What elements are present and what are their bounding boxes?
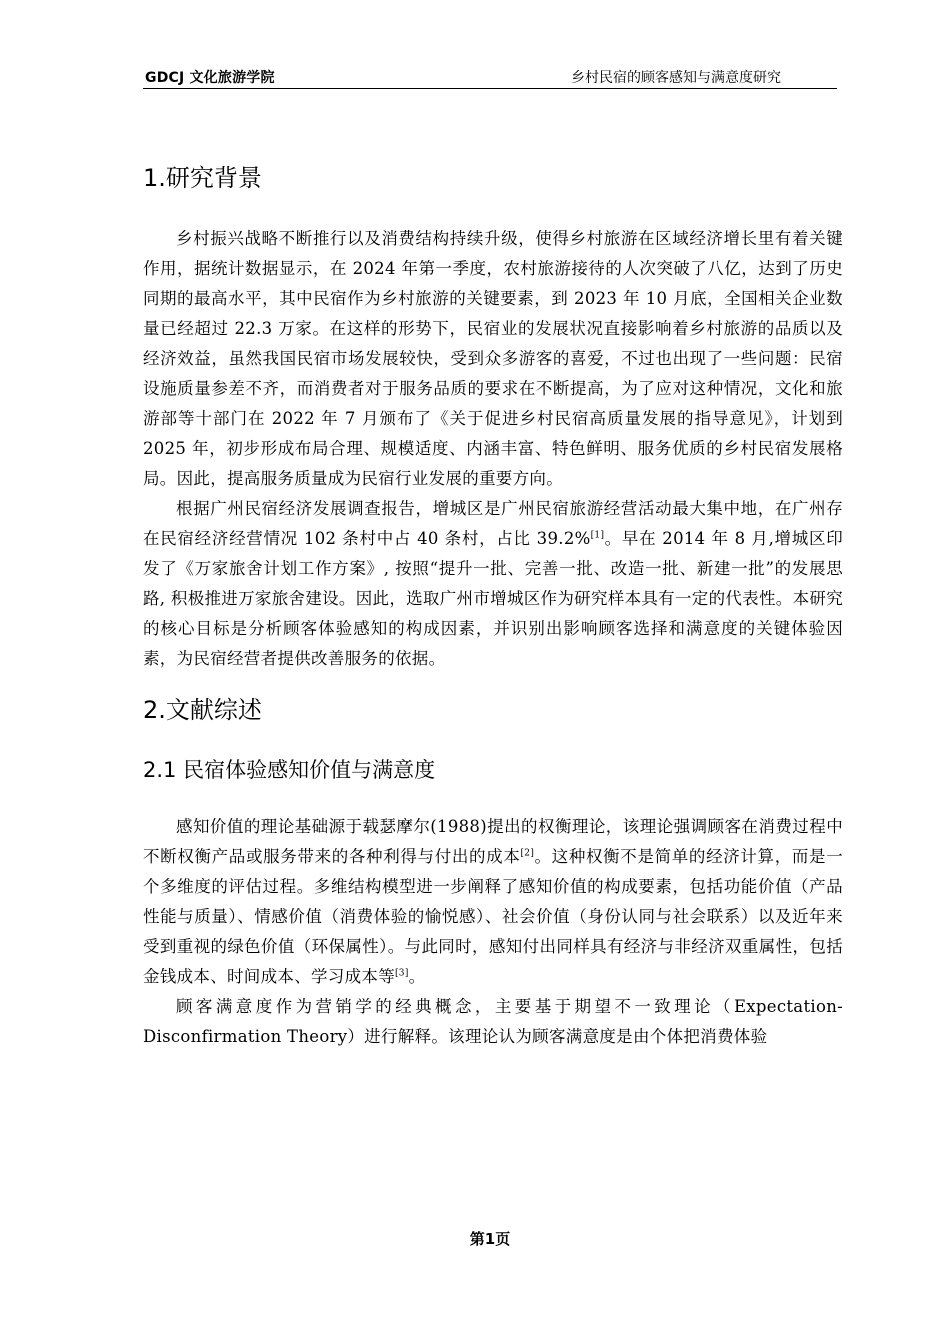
- document-body: [143, 150, 843, 1052]
- paragraph-background-1: 乡村振兴战略不断推行以及消费结构持续升级，使得乡村旅游在区域经济增长里有着关键作用，据统计数据显示，在 2024 年第一季度，农村旅游接待的人次突破了八亿，达到了历史同期的最高水平，其中民宿作为乡村旅游的关键要素，到 2023 年 10 月底，全国相关企业数量已经超过 22.3 万家。在这样的形势下，民宿业的发展状况直接影响着乡村旅游的品质以及经济效益，虽然我国民宿市场发展较快，受到众多游客的喜爱，不过也出现了一些问题：民宿设施质量参差不齐，而消费者对于服务品质的要求在不断提高，为了应对这种情况，文化和旅游部等十部门在 2022 年 7 月颁布了《关于促进乡村民宿高质量发展的指导意见》，计划到 2025 年，初步形成布局合理、规模适度、内涵丰富、特色鲜明、服务优质的乡村民宿发展格局。因此，提高服务质量成为民宿行业发展的重要方向。: [143, 229, 843, 488]
- paragraph-background-2: [143, 494, 843, 674]
- citation-ref: [2]: [520, 848, 535, 859]
- page-header: [143, 66, 837, 89]
- paragraph-text: 根据广州民宿经济发展调查报告，增城区是广州民宿旅游经营活动最大集中地，在广州存在民宿经济经营情况 102 条村中占 40 条村，占比 39.2%: [143, 499, 843, 548]
- paragraph-text: 感知价值的理论基础源于载瑟摩尔(1988)提出的权衡理论，该理论强调顾客在消费过程中不断权衡产品或服务带来的各种利得与付出的成本: [143, 817, 843, 866]
- citation-ref: [1]: [590, 530, 605, 541]
- section-heading-literature-review: 2.文献综述: [143, 696, 262, 724]
- paragraph-text: 。这种权衡不是简单的经济计算，而是一个多维度的评估过程。多维结构模型进一步阐释了感知价值的构成要素，包括功能价值（产品性能与质量）、情感价值（消费体验的愉悦感）、社会价值（身份认同与社会联系）以及近年来受到重视的绿色价值（环保属性）。与此同时，感知付出同样具有经济与非经济双重属性，包括金钱成本、时间成本、学习成本等: [143, 847, 843, 986]
- paragraph-satisfaction: 顾客满意度作为营销学的经典概念，主要基于期望不一致理论（Expectation-Disconfirmation Theory）进行解释。该理论认为顾客满意度是由个体把消费体验: [143, 997, 843, 1046]
- subsection-heading-perceived-value: 2.1 民宿体验感知价值与满意度: [143, 758, 436, 782]
- paragraph-text: 。: [408, 967, 426, 986]
- paper-running-title: 乡村民宿的顾客感知与满意度研究: [571, 70, 781, 86]
- institution-name: GDCJ 文化旅游学院: [145, 70, 275, 86]
- paragraph-perceived-value: [143, 812, 843, 992]
- page-number: 第1页: [469, 1230, 511, 1248]
- section-heading-research-background: 1.研究背景: [143, 164, 262, 192]
- paragraph-text: 。早在 2014 年 8 月,增城区印发了《万家旅舍计划工作方案》, 按照“提升一批、完善一批、改造一批、新建一批”的发展思路, 积极推进万家旅舍建设。因此，选取广州市增城区作为研究样本具有一定的代表性。本研究的核心目标是分析顾客体验感知的构成因素，并识别出影响顾客选择和满意度的关键体验因素，为民宿经营者提供改善服务的依据。: [143, 529, 844, 668]
- citation-ref: [3]: [395, 968, 409, 979]
